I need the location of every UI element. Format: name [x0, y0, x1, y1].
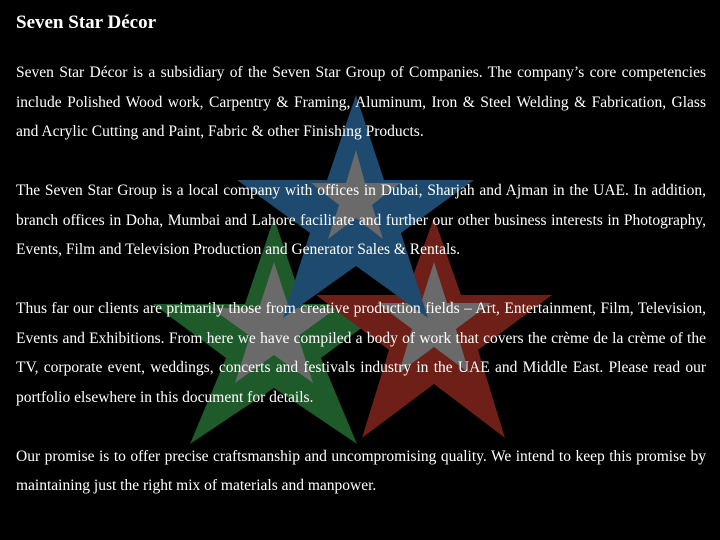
paragraph-group: The Seven Star Group is a local company with offices in Dubai, Sharjah and Ajman in the UAE. In addition, branch offices in Doha, Mumbai and Lahore facilitate and further our other business interests in Photography, Events, Film and Television Production and Generator Sales & Rentals.	[16, 182, 706, 258]
document-body	[16, 10, 706, 501]
page-title: Seven Star Décor	[16, 12, 157, 33]
paragraph-clients: Thus far our clients are primarily those from creative production fields – Art, Entertainment, Film, Television, Events and Exhibitions. From here we have compiled a body of work that covers the crème de la crème of the TV, corporate event, weddings, concerts and festivals industry in the UAE and Middle East. Please read our portfolio elsewhere in this document for details.	[16, 300, 706, 406]
paragraph-intro: Seven Star Décor is a subsidiary of the Seven Star Group of Companies. The company’s core competencies include Polished Wood work, Carpentry & Framing, Aluminum, Iron & Steel Welding & Fabrication, Glass and Acrylic Cutting and Paint, Fabric & other Finishing Products.	[16, 64, 706, 140]
paragraph-promise: Our promise is to offer precise craftsmanship and uncompromising quality. We intend to keep this promise by maintaining just the right mix of materials and manpower.	[16, 447, 706, 494]
